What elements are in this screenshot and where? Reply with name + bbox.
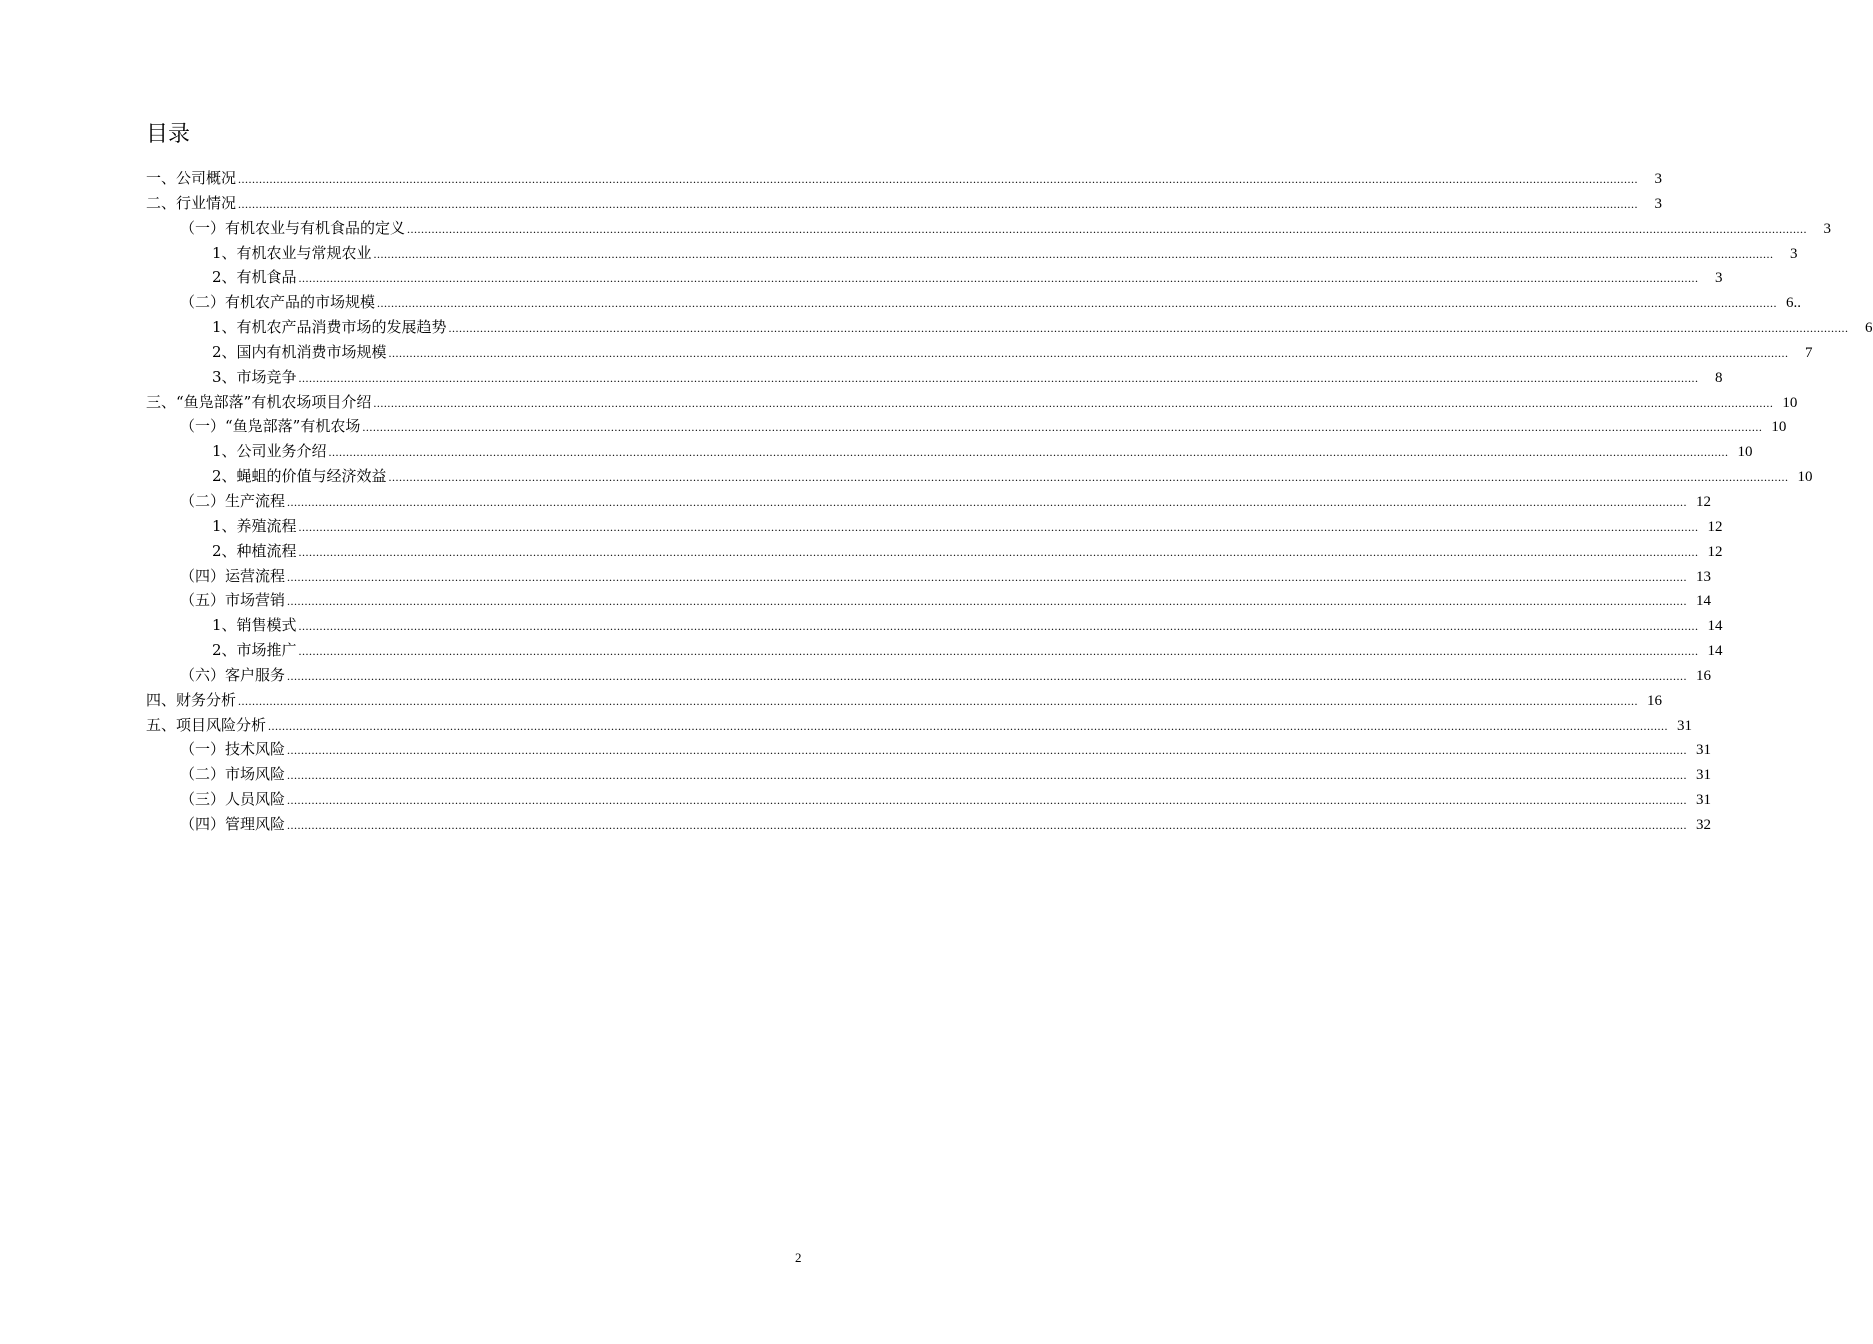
toc-entry-page: 7: [1805, 344, 1813, 361]
toc-entry: [0, 241, 1798, 266]
toc-entry: [0, 762, 1712, 787]
toc-entry-label: 五、项目风险分析: [146, 715, 267, 734]
toc-entry: [0, 365, 1723, 390]
toc-entry-page: 31: [1677, 717, 1693, 734]
toc-entry: [0, 439, 1753, 464]
toc-entry-label: （四）管理风险: [180, 814, 286, 833]
toc-entry-label: 2、国内有机消费市场规模: [212, 342, 387, 361]
toc-entry-label: （五）市场营销: [180, 591, 286, 610]
toc-entry-label: （三）人员风险: [180, 790, 286, 809]
toc-entry: [0, 166, 1663, 191]
toc-entry-label: 1、有机农业与常规农业: [212, 243, 372, 262]
toc-entry-page: 32: [1696, 816, 1712, 833]
toc-dot-leader: ................................................................................................................................................................................................................................................................................................................................................................................................................: [287, 817, 1688, 832]
toc-dot-leader: ................................................................................................................................................................................................................................................................................................................................................................................................................: [377, 296, 1778, 311]
toc-entry-label: 2、有机食品: [212, 268, 297, 287]
toc-dot-leader: ................................................................................................................................................................................................................................................................................................................................................................................................................: [287, 668, 1688, 683]
toc-entry-page: 3: [1654, 171, 1663, 187]
toc-dot-leader: ................................................................................................................................................................................................................................................................................................................................................................................................................: [238, 172, 1639, 186]
toc-dot-leader: ................................................................................................................................................................................................................................................................................................................................................................................................................: [373, 246, 1774, 261]
toc-entry-page: 13: [1696, 568, 1712, 585]
toc-entry-page: 3: [1715, 270, 1723, 287]
toc-entry: [0, 414, 1787, 439]
toc-entry-label: （四）运营流程: [180, 566, 286, 585]
toc-entry-page: 31: [1696, 792, 1712, 809]
toc-entry: [0, 564, 1712, 589]
toc-entry-label: 2、市场推广: [212, 641, 297, 660]
toc-dot-leader: ................................................................................................................................................................................................................................................................................................................................................................................................................: [373, 395, 1774, 410]
toc-entry: [0, 812, 1712, 837]
toc-entry-label: 一、公司概况: [146, 169, 237, 187]
toc-entry-label: 3、市场竞争: [212, 367, 297, 386]
toc-entry: [0, 390, 1798, 415]
toc-entry-page: 3: [1790, 245, 1798, 262]
toc-dot-leader: ................................................................................................................................................................................................................................................................................................................................................................................................................: [298, 544, 1699, 559]
toc-entry: [0, 613, 1723, 638]
toc-dot-leader: ................................................................................................................................................................................................................................................................................................................................................................................................................: [448, 321, 1849, 336]
toc-entry: [0, 539, 1723, 564]
toc-entry: [0, 663, 1712, 688]
table-of-contents: [0, 166, 1873, 837]
toc-entry-page: 14: [1707, 643, 1723, 660]
toc-entry-page: 10: [1737, 444, 1753, 461]
toc-dot-leader: ................................................................................................................................................................................................................................................................................................................................................................................................................: [287, 494, 1688, 509]
page-title: 目录: [146, 122, 191, 147]
toc-entry: [0, 638, 1723, 663]
toc-dot-leader: ................................................................................................................................................................................................................................................................................................................................................................................................................: [238, 693, 1639, 708]
toc-entry: [0, 737, 1712, 762]
toc-entry-page: 10: [1782, 394, 1798, 411]
toc-entry-label: （一）有机农业与有机食品的定义: [180, 218, 406, 237]
toc-entry-page: 12: [1707, 543, 1723, 560]
toc-entry-label: 1、销售模式: [212, 616, 297, 635]
toc-dot-leader: ................................................................................................................................................................................................................................................................................................................................................................................................................: [287, 569, 1688, 584]
toc-entry-label: 2、种植流程: [212, 541, 297, 560]
toc-entry-label: 二、行业情况: [146, 193, 237, 212]
toc-entry: [0, 315, 1873, 340]
toc-entry-page: 14: [1696, 593, 1712, 610]
toc-entry: [0, 191, 1663, 216]
toc-dot-leader: ................................................................................................................................................................................................................................................................................................................................................................................................................: [328, 445, 1729, 460]
toc-entry-page: 12: [1707, 518, 1723, 535]
toc-entry-label: 1、有机农产品消费市场的发展趋势: [212, 318, 447, 337]
toc-entry: [0, 588, 1712, 613]
toc-dot-leader: ................................................................................................................................................................................................................................................................................................................................................................................................................: [388, 470, 1789, 485]
toc-entry-label: （一）“鱼凫部落”有机农场: [180, 417, 361, 436]
toc-dot-leader: ................................................................................................................................................................................................................................................................................................................................................................................................................: [362, 420, 1763, 435]
toc-entry: [0, 787, 1712, 812]
toc-entry-label: 1、公司业务介绍: [212, 442, 327, 461]
toc-entry-page: 12: [1696, 493, 1712, 510]
toc-dot-leader: ................................................................................................................................................................................................................................................................................................................................................................................................................: [287, 743, 1688, 758]
toc-entry-label: 2、蝇蛆的价值与经济效益: [212, 467, 387, 486]
toc-dot-leader: ................................................................................................................................................................................................................................................................................................................................................................................................................: [388, 345, 1789, 360]
toc-entry-page: 16: [1696, 667, 1712, 684]
toc-dot-leader: ................................................................................................................................................................................................................................................................................................................................................................................................................: [287, 594, 1688, 609]
toc-entry-label: 四、财务分析: [146, 690, 237, 709]
toc-entry: [0, 688, 1663, 713]
toc-dot-leader: ................................................................................................................................................................................................................................................................................................................................................................................................................: [298, 519, 1699, 534]
toc-entry: [0, 290, 1802, 315]
toc-entry-page: 14: [1707, 618, 1723, 635]
toc-entry: [0, 464, 1813, 489]
toc-dot-leader: ................................................................................................................................................................................................................................................................................................................................................................................................................: [238, 196, 1639, 211]
toc-dot-leader: ................................................................................................................................................................................................................................................................................................................................................................................................................: [298, 644, 1699, 659]
toc-entry: [0, 340, 1813, 365]
toc-entry-label: （六）客户服务: [180, 665, 286, 684]
toc-dot-leader: ................................................................................................................................................................................................................................................................................................................................................................................................................: [298, 271, 1699, 286]
toc-entry-page: 10: [1771, 419, 1787, 436]
toc-entry-label: （二）市场风险: [180, 765, 286, 784]
toc-entry-page: 6: [1865, 320, 1873, 337]
toc-entry-page: 8: [1715, 369, 1723, 386]
toc-entry-page: 3: [1654, 195, 1663, 212]
toc-dot-leader: ................................................................................................................................................................................................................................................................................................................................................................................................................: [287, 768, 1688, 783]
toc-dot-leader: ................................................................................................................................................................................................................................................................................................................................................................................................................: [407, 221, 1808, 236]
toc-dot-leader: ................................................................................................................................................................................................................................................................................................................................................................................................................: [298, 619, 1699, 634]
toc-entry: [0, 265, 1723, 290]
toc-entry-label: （二）生产流程: [180, 491, 286, 510]
toc-dot-leader: ................................................................................................................................................................................................................................................................................................................................................................................................................: [268, 718, 1669, 733]
toc-entry-label: （二）有机农产品的市场规模: [180, 293, 376, 312]
toc-entry-page: 31: [1696, 742, 1712, 759]
toc-entry-page: 6..: [1786, 295, 1802, 312]
toc-entry-page: 31: [1696, 767, 1712, 784]
toc-entry-label: 1、养殖流程: [212, 516, 297, 535]
toc-entry: [0, 489, 1712, 514]
toc-entry: [0, 216, 1832, 241]
toc-entry-label: （一）技术风险: [180, 740, 286, 759]
toc-entry-page: 3: [1823, 220, 1832, 237]
toc-entry: [0, 713, 1693, 738]
toc-entry: [0, 514, 1723, 539]
toc-dot-leader: ................................................................................................................................................................................................................................................................................................................................................................................................................: [287, 793, 1688, 808]
page-number: 2: [795, 1250, 802, 1265]
toc-entry-label: 三、“鱼凫部落”有机农场项目介绍: [146, 392, 372, 411]
toc-entry-page: 10: [1797, 469, 1813, 486]
toc-dot-leader: ................................................................................................................................................................................................................................................................................................................................................................................................................: [298, 370, 1699, 385]
toc-entry-page: 16: [1647, 692, 1663, 709]
